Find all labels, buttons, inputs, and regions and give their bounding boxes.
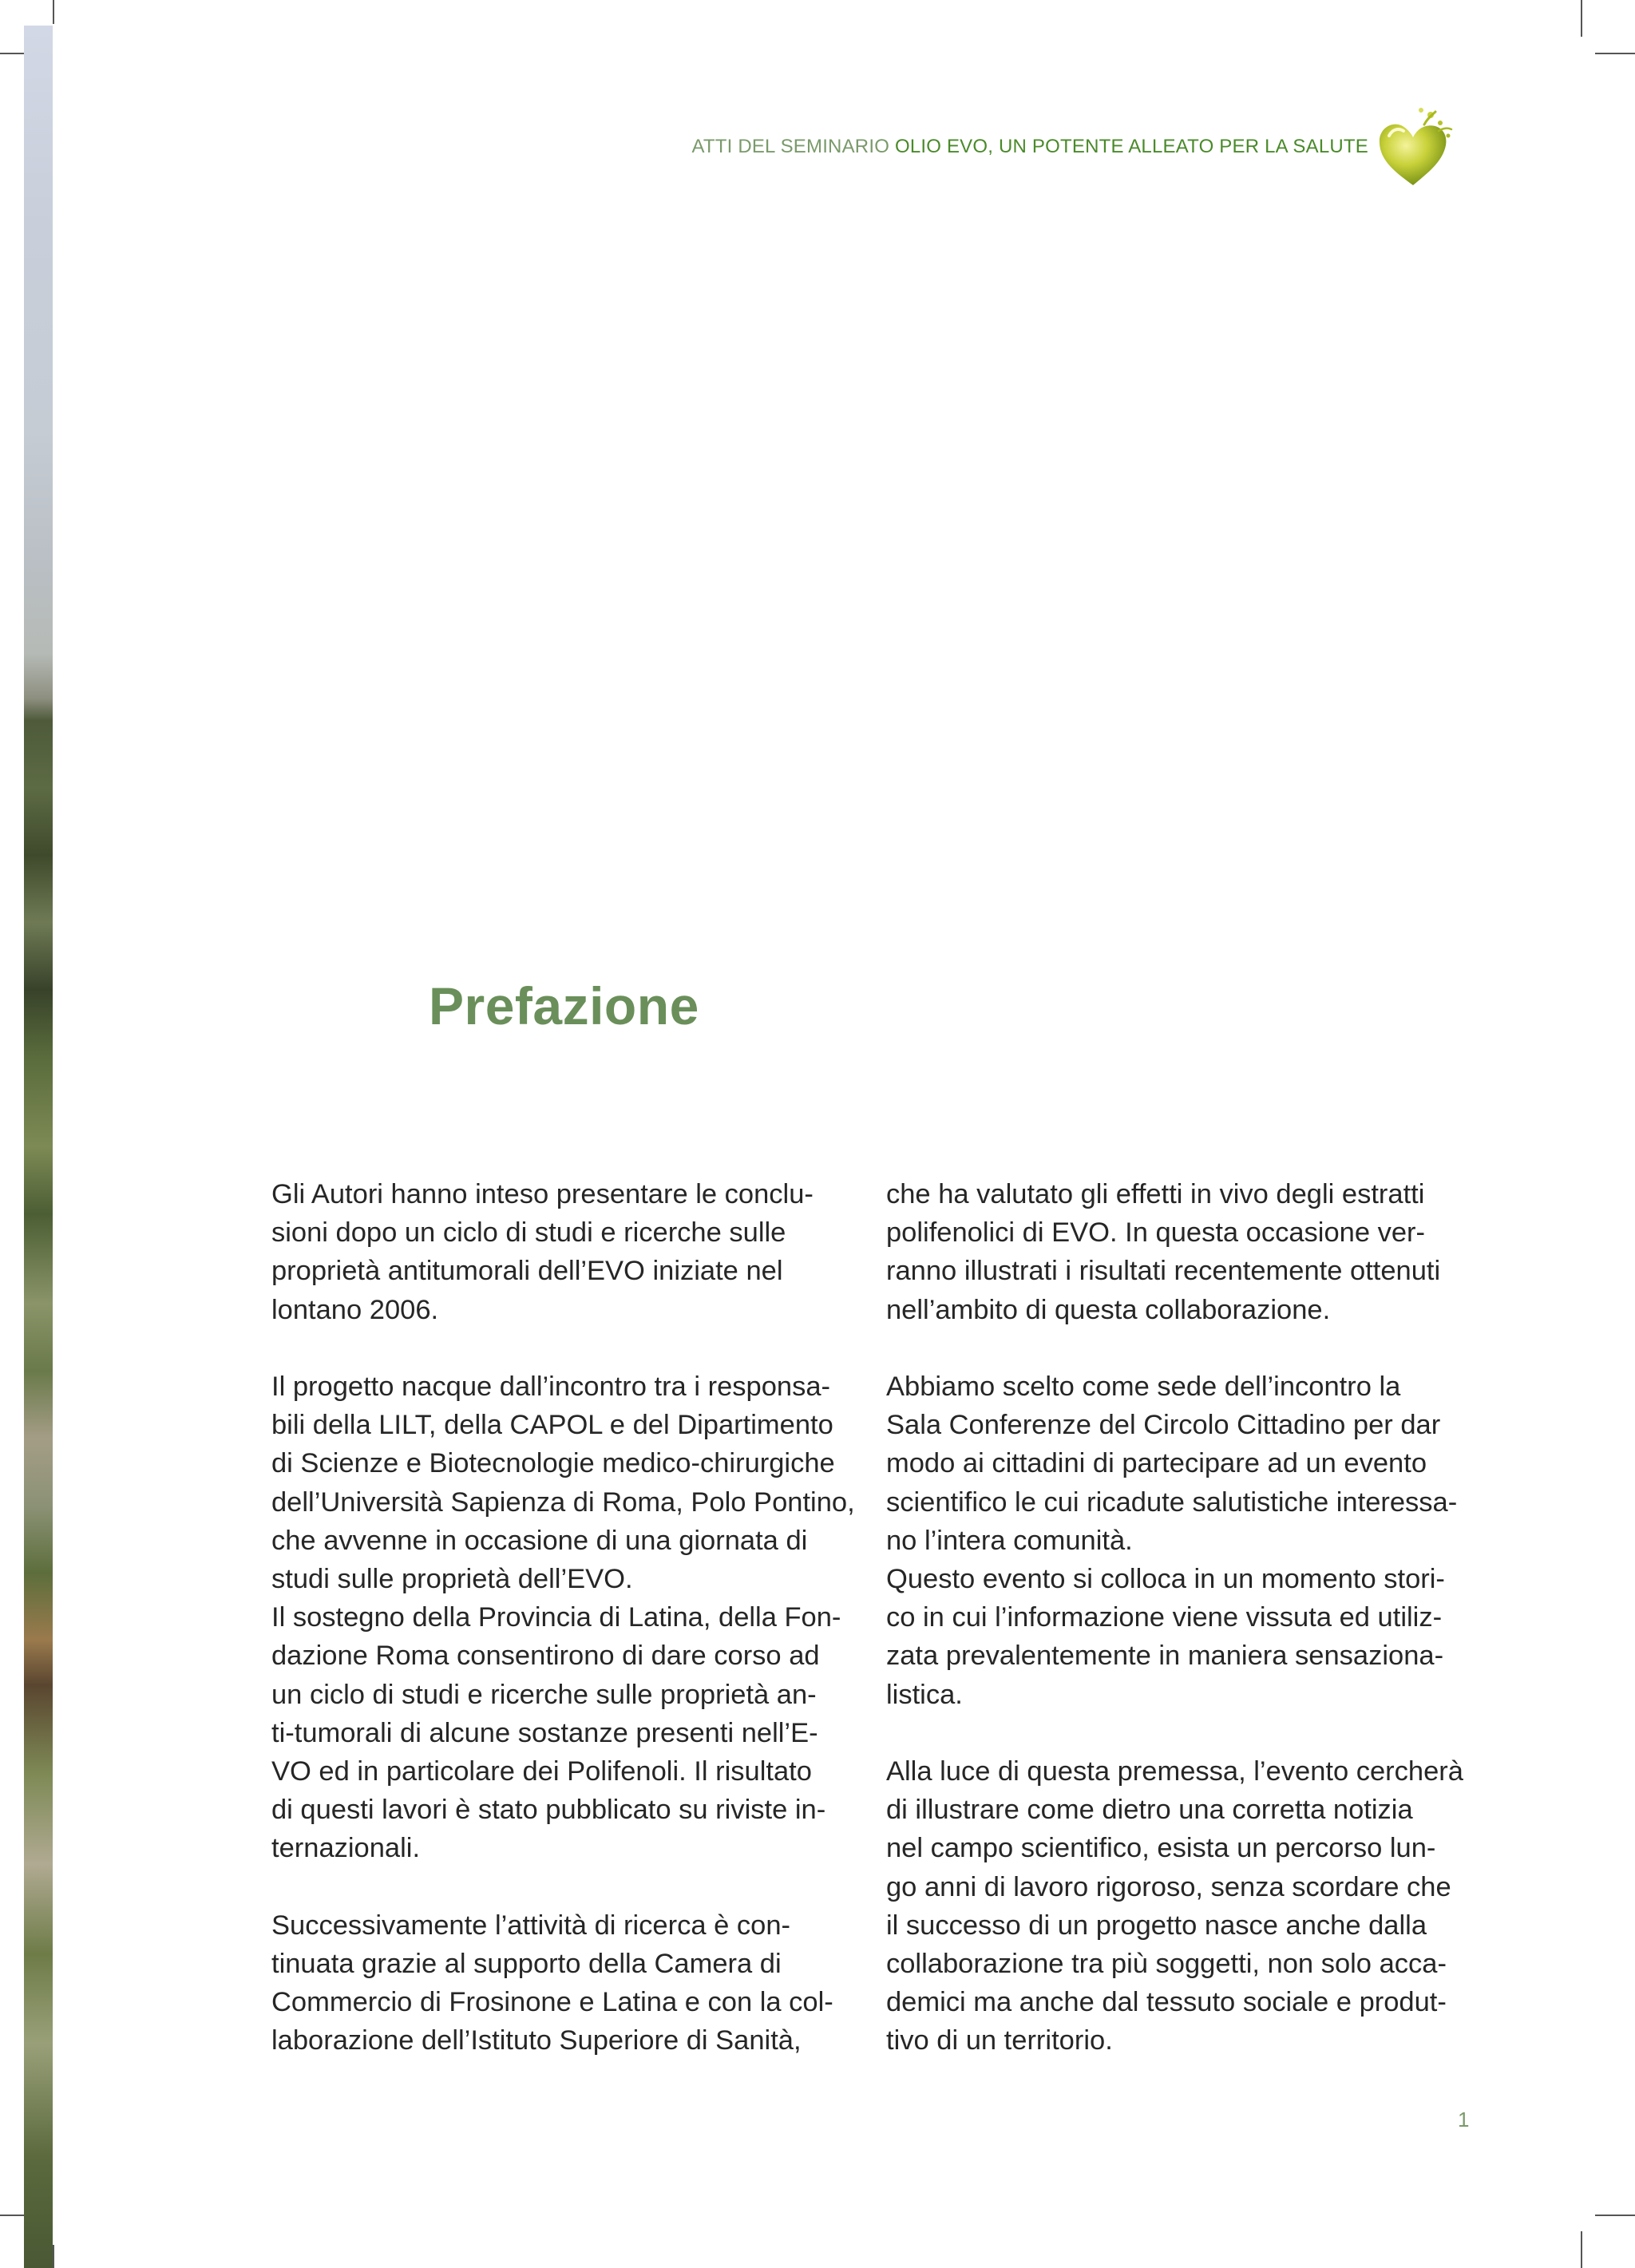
- paragraph: Alla luce di questa premessa, l’evento cercherà di illustrare come dietro una corretta notizia nel campo scientifico, esista un percorso lun- go anni di lavoro rigoroso, senza scordare che il successo di un progetto nasce anche dalla collaborazione tra più soggetti, non solo acca- demici ma anche dal tessuto sociale e produt- tivo di un territorio.: [886, 1756, 1463, 2056]
- paragraph: Il sostegno della Provincia di Latina, della Fon- dazione Roma consentirono di dare corso ad un ciclo di studi e ricerche sulle proprietà an- ti-tumorali di alcune sostanze presenti nell’E- VO ed in particolare dei Polifenoli. Il risultato di questi lavori è stato pubblicato su riviste in- ternazionali.: [271, 1602, 841, 1864]
- running-header: [691, 136, 1368, 158]
- crop-mark-left-top: [0, 53, 24, 54]
- paragraph: Successivamente l’attività di ricerca è con- tinuata grazie al supporto della Camera di Commercio di Frosinone e Latina e con la col- laborazione dell’Istituto Superiore di Sanità,: [271, 1910, 833, 2056]
- crop-mark-right-top: [1595, 53, 1635, 54]
- header-prefix: ATTI DEL SEMINARIO: [691, 136, 890, 157]
- text-column-left: [271, 1175, 859, 2060]
- side-photo-strip: [24, 26, 53, 2268]
- crop-mark-right-bottom: [1595, 2215, 1635, 2216]
- text-column-right: [886, 1175, 1474, 2060]
- paragraph: che ha valutato gli effetti in vivo degli estratti polifenolici di EVO. In questa occasione ver- ranno illustrati i risultati recentemente ottenuti nell’ambito di questa collaborazione.: [886, 1179, 1441, 1325]
- page-number: 1: [1458, 2108, 1470, 2131]
- olive-oil-heart-icon: [1372, 104, 1455, 192]
- crop-mark-top-left: [53, 0, 54, 24]
- crop-mark-top-right: [1581, 0, 1582, 37]
- crop-mark-left-bottom: [0, 2215, 24, 2216]
- header-title: OLIO EVO, UN POTENTE ALLEATO PER LA SALUTE: [894, 136, 1368, 157]
- page-title: Prefazione: [429, 976, 699, 1035]
- paragraph: Il progetto nacque dall’incontro tra i responsa- bili della LILT, della CAPOL e del Dipartimento di Scienze e Biotecnologie medico-chirurgiche dell’Università Sapienza di Roma, Polo Pontino, che avvenne in occasione di una giornata di studi sulle proprietà dell’EVO.: [271, 1371, 855, 1595]
- crop-mark-bottom-left: [53, 2245, 54, 2268]
- paragraph: Gli Autori hanno inteso presentare le conclu- sioni dopo un ciclo di studi e ricerche sulle proprietà antitumorali dell’EVO iniziate nel lontano 2006.: [271, 1179, 814, 1325]
- crop-mark-bottom-right: [1581, 2231, 1582, 2268]
- paragraph: Questo evento si colloca in un momento stori- co in cui l’informazione viene vissuta ed utiliz- zata prevalentemente in maniera sensaziona- listica.: [886, 1564, 1445, 1710]
- paragraph: Abbiamo scelto come sede dell’incontro la Sala Conferenze del Circolo Cittadino per dar modo ai cittadini di partecipare ad un evento scientifico le cui ricadute salutistiche interessa- no l’intera comunità.: [886, 1371, 1458, 1556]
